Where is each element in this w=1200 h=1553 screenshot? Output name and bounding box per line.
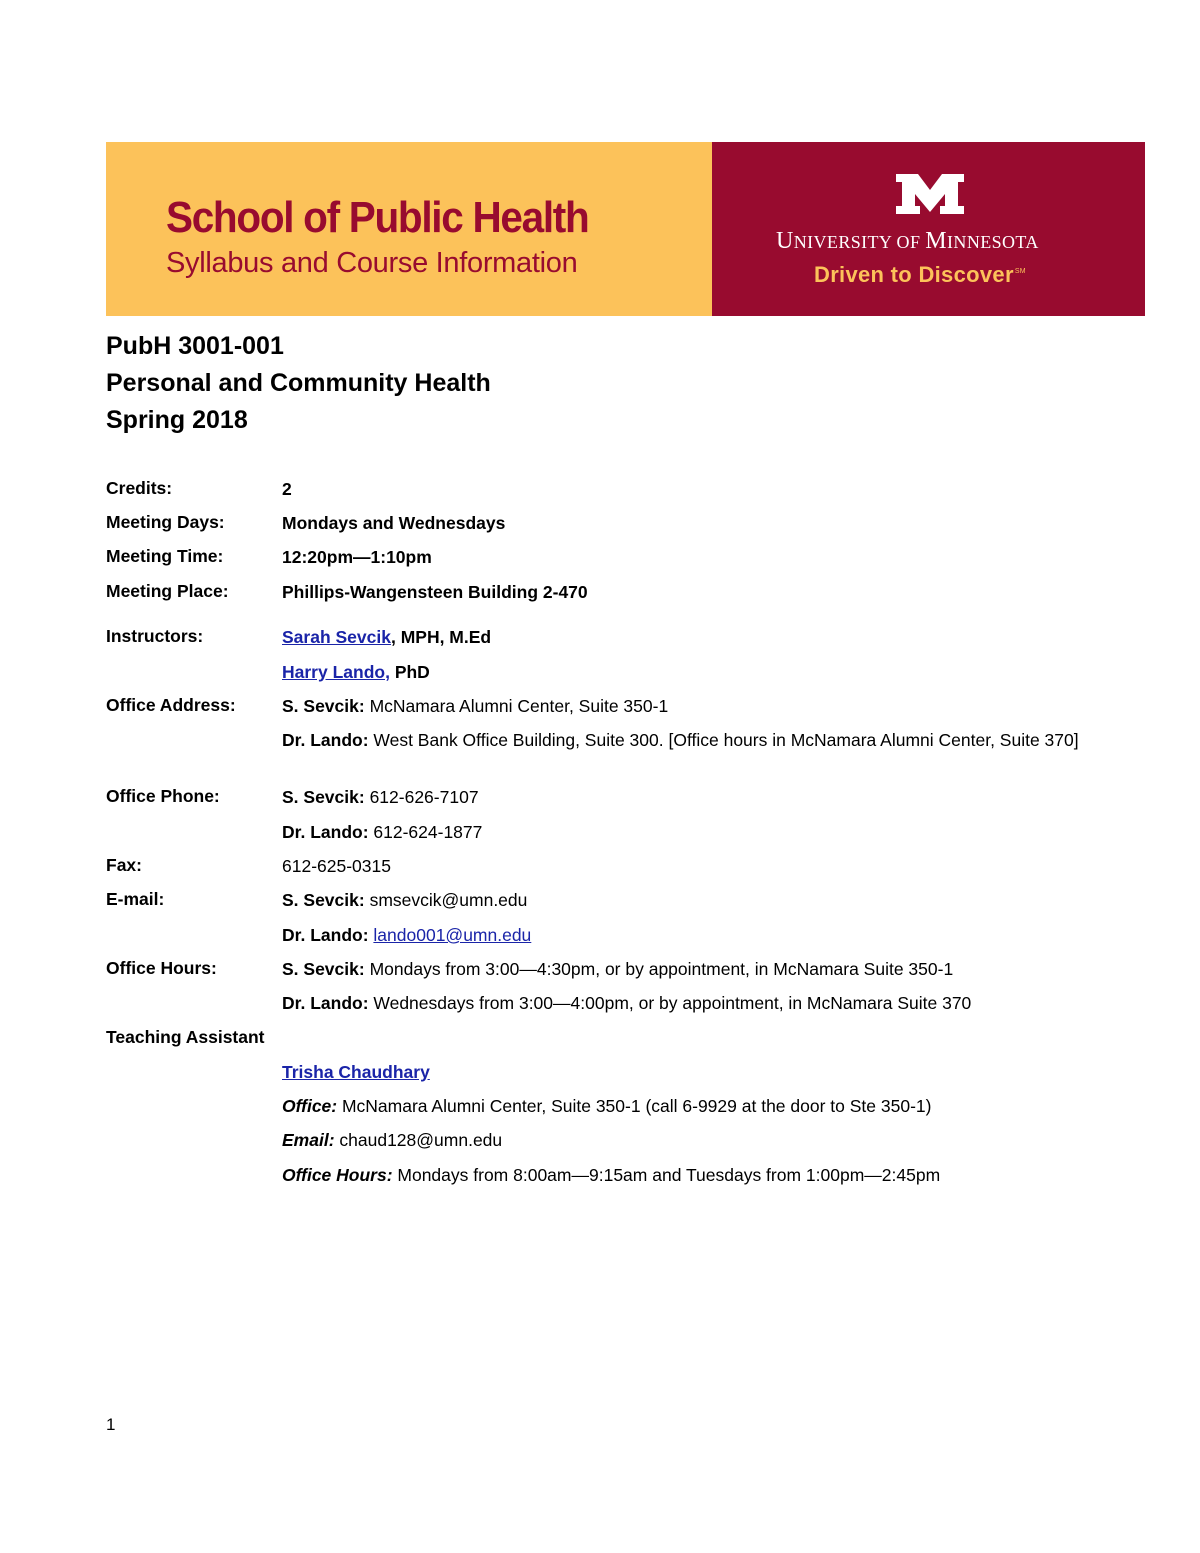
service-mark: SM [1014, 268, 1026, 275]
instructor-sevcik-link[interactable]: Sarah Sevcik [282, 627, 391, 647]
ta-office-text: McNamara Alumni Center, Suite 350-1 (call 6-9929 at the door to Ste 350-1) [337, 1096, 932, 1116]
ta-heading: Teaching Assistant [106, 1027, 265, 1047]
lando-prefix: Dr. Lando: [282, 925, 369, 945]
tagline-text: Driven to Discover [814, 262, 1014, 287]
university-name-part1: NIVERSITY OF [793, 232, 926, 252]
sevcik-prefix: S. Sevcik: [282, 787, 365, 807]
header-banner [106, 142, 1145, 316]
instructor-sevcik-credentials: , MPH, M.Ed [390, 627, 492, 647]
lando-phone [282, 821, 1102, 844]
lando-phone-text: 612-624-1877 [368, 822, 483, 842]
email-label: E-mail: [106, 889, 165, 909]
course-title: Personal and Community Health [106, 369, 491, 397]
school-banner-panel [106, 142, 712, 316]
course-code: PubH 3001-001 [106, 332, 284, 360]
lando-email-link[interactable]: lando001@umn.edu [373, 925, 532, 945]
office-address-label: Office Address: [106, 695, 236, 715]
lando-hours-text: Wednesdays from 3:00—4:00pm, or by appointment, in McNamara Suite 370 [368, 993, 972, 1013]
sevcik-hours-text: Mondays from 3:00—4:30pm, or by appointment, in McNamara Suite 350-1 [364, 959, 954, 979]
sevcik-email-text: smsevcik@umn.edu [364, 890, 528, 910]
university-name [776, 228, 1039, 255]
meeting-time-value: 12:20pm—1:10pm [282, 547, 432, 567]
instructor-2 [282, 661, 1102, 684]
ta-email [282, 1129, 1102, 1152]
lando-address-text: West Bank Office Building, Suite 300. [Office hours in McNamara Alumni Center, Suite 370] [368, 730, 1079, 750]
university-banner-panel [712, 142, 1145, 316]
sevcik-prefix: S. Sevcik: [282, 890, 365, 910]
office-hours-label: Office Hours: [106, 958, 217, 978]
lando-address [282, 729, 1102, 752]
ta-hours [282, 1164, 1102, 1187]
lando-prefix: Dr. Lando: [282, 822, 369, 842]
meeting-place-label: Meeting Place: [106, 581, 229, 601]
sevcik-prefix: S. Sevcik: [282, 959, 365, 979]
instructor-lando-credentials: PhD [389, 662, 430, 682]
university-name-part2: INNESOTA [947, 232, 1039, 252]
sevcik-phone-text: 612-626-7107 [364, 787, 479, 807]
instructor-1 [282, 626, 1102, 649]
course-term: Spring 2018 [106, 406, 248, 434]
ta-email-label: Email: [282, 1130, 335, 1150]
university-name-u: U [776, 228, 794, 254]
sevcik-hours [282, 958, 1102, 981]
ta-office [282, 1095, 1102, 1118]
school-title: School of Public Health [166, 193, 589, 242]
meeting-days-label: Meeting Days: [106, 512, 225, 532]
sevcik-address-text: McNamara Alumni Center, Suite 350-1 [364, 696, 669, 716]
sevcik-phone [282, 786, 1102, 809]
course-heading [106, 328, 491, 439]
meeting-days-value: Mondays and Wednesdays [282, 513, 506, 533]
lando-prefix: Dr. Lando: [282, 993, 369, 1013]
lando-hours [282, 992, 1102, 1015]
university-tagline [814, 262, 1026, 288]
meeting-time-label: Meeting Time: [106, 546, 224, 566]
ta-hours-label: Office Hours: [282, 1165, 393, 1185]
meeting-place-value: Phillips-Wangensteen Building 2-470 [282, 582, 588, 602]
credits-value: 2 [282, 479, 292, 499]
sevcik-prefix: S. Sevcik: [282, 696, 365, 716]
university-name-m: M [925, 228, 948, 254]
instructor-lando-link[interactable]: Harry Lando, [282, 662, 390, 682]
sevcik-email [282, 889, 1102, 912]
lando-prefix: Dr. Lando: [282, 730, 369, 750]
ta-name [282, 1061, 1102, 1084]
office-phone-label: Office Phone: [106, 786, 220, 806]
fax-label: Fax: [106, 855, 142, 875]
sevcik-address [282, 695, 1102, 718]
instructors-label: Instructors: [106, 626, 204, 646]
school-subtitle: Syllabus and Course Information [166, 247, 578, 279]
ta-email-text: chaud128@umn.edu [334, 1130, 503, 1150]
page-number: 1 [106, 1415, 116, 1434]
ta-hours-text: Mondays from 8:00am—9:15am and Tuesdays from 1:00pm—2:45pm [392, 1165, 941, 1185]
credits-label: Credits: [106, 478, 173, 498]
lando-email [282, 924, 1102, 947]
block-m-logo-icon [894, 172, 966, 216]
ta-office-label: Office: [282, 1096, 338, 1116]
ta-name-link[interactable]: Trisha Chaudhary [282, 1062, 430, 1082]
fax-value: 612-625-0315 [282, 856, 391, 876]
